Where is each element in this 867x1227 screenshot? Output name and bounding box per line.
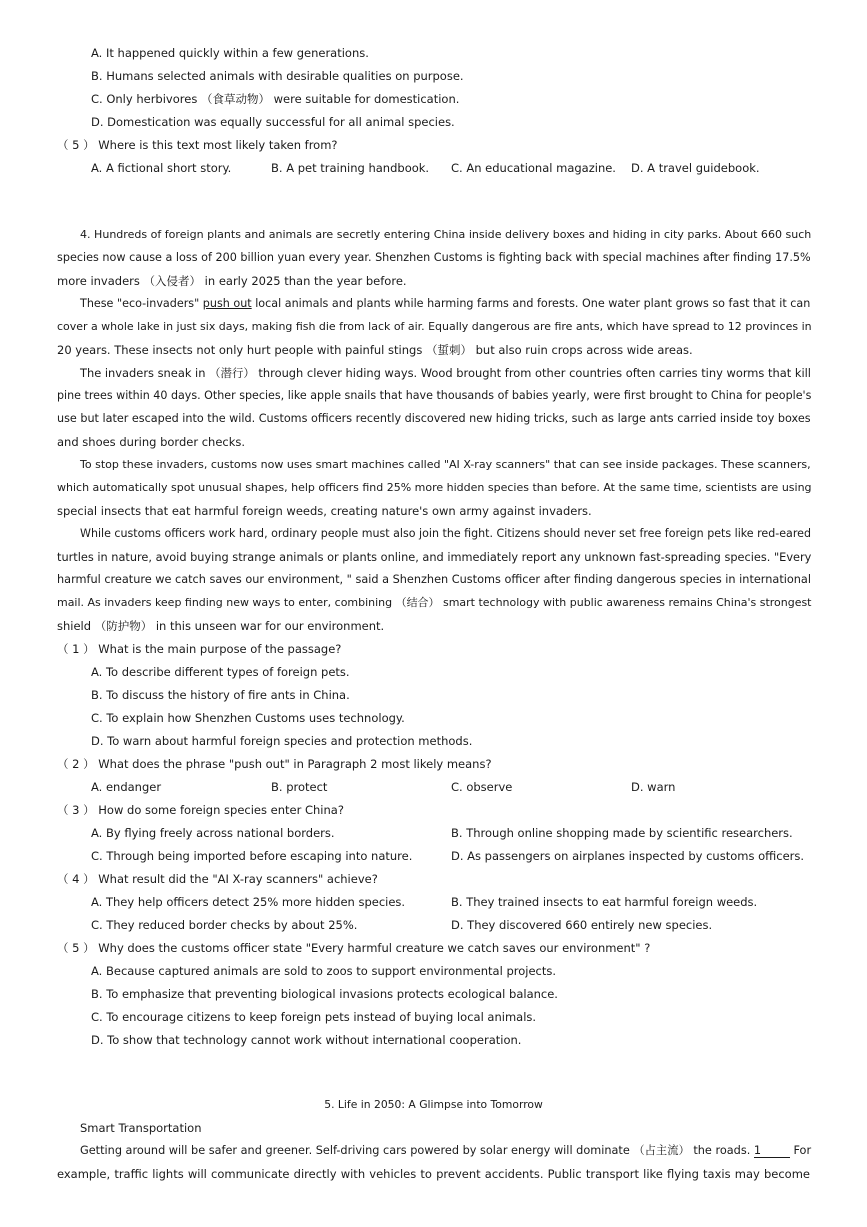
passage-line: special insects that eat harmful foreign weeds, creating nature's own army against invaders.: [57, 504, 592, 518]
question-stem: （ 4 ） What result did the "AI X-ray scanners" achieve?: [57, 872, 378, 886]
option-line: D. warn: [631, 780, 676, 794]
option-line: C. They reduced border checks by about 25%.: [91, 918, 358, 932]
question-stem: （ 2 ） What does the phrase "push out" in Paragraph 2 most likely means?: [57, 757, 492, 771]
answer-blank[interactable]: 1: [754, 1144, 790, 1158]
text-run: Getting around will be safer and greener. Self-driving cars powered by solar energy will dominate （占主流） the roads.: [80, 1144, 751, 1157]
question-stem: （ 5 ） Why does the customs officer state "Every harmful creature we catch saves our environment" ?: [57, 941, 651, 955]
option-line: C. Only herbivores （食草动物） were suitable for domestication.: [91, 92, 460, 106]
option-line: C. To explain how Shenzhen Customs uses technology.: [91, 711, 405, 725]
passage-line: shield （防护物） in this unseen war for our environment.: [57, 619, 385, 633]
passage-line: [80, 296, 810, 312]
passage-line: more invaders （入侵者） in early 2025 than the year before.: [57, 274, 407, 288]
option-line: A. They help officers detect 25% more hidden species.: [91, 895, 406, 909]
text-run: For: [793, 1144, 812, 1157]
passage-line: and shoes during border checks.: [57, 435, 246, 449]
passage-line: use but later escaped into the wild. Customs officers recently discovered new hiding tricks, such as large ants carried inside toy boxes: [57, 412, 811, 425]
option-line: B. To emphasize that preventing biological invasions protects ecological balance.: [91, 987, 558, 1001]
option-line: A. By flying freely across national borders.: [91, 826, 335, 840]
option-line: B. protect: [271, 780, 328, 794]
option-line: A. endanger: [91, 780, 162, 794]
passage-line: turtles in nature, avoid buying strange animals or plants online, and immediately report any unknown fast-spreading species. "Every: [57, 550, 812, 564]
option-line: D. They discovered 660 entirely new species.: [451, 918, 713, 932]
option-line: D. To warn about harmful foreign species and protection methods.: [91, 734, 473, 748]
option-line: B. They trained insects to eat harmful foreign weeds.: [451, 895, 758, 909]
option-line: A. It happened quickly within a few generations.: [91, 46, 369, 60]
option-line: B. To discuss the history of fire ants in China.: [91, 688, 350, 702]
passage-title: 5. Life in 2050: A Glimpse into Tomorrow: [324, 1098, 543, 1111]
passage-line: species now cause a loss of 200 billion yuan every year. Shenzhen Customs is fighting back with special machines after finding 17.5%: [57, 251, 811, 264]
option-line: C. To encourage citizens to keep foreign pets instead of buying local animals.: [91, 1010, 537, 1024]
passage-line: The invaders sneak in （潜行） through clever hiding ways. Wood brought from other countries often carries tiny worms that kill: [80, 366, 811, 380]
option-line: C. Through being imported before escaping into nature.: [91, 849, 413, 863]
passage-line: While customs officers work hard, ordinary people must also join the fight. Citizens should never set free foreign pets like red-eared: [80, 527, 811, 540]
option-line: B. Humans selected animals with desirable qualities on purpose.: [91, 69, 464, 83]
passage-line: harmful creature we catch saves our environment, " said a Shenzhen Customs officer after finding dangerous species in international: [57, 573, 811, 586]
option-line: A. To describe different types of foreign pets.: [91, 665, 350, 679]
text-run: These "eco-invaders": [80, 297, 203, 310]
question-stem: （ 3 ） How do some foreign species enter China?: [57, 803, 344, 817]
passage-line: example, traffic lights will communicate directly with vehicles to prevent accidents. Public transport like flying taxis may become: [57, 1167, 810, 1181]
option-line: D. To show that technology cannot work without international cooperation.: [91, 1033, 522, 1047]
passage-line: [80, 1143, 810, 1159]
passage-line: To stop these invaders, customs now uses smart machines called "AI X-ray scanners" that can see inside packages. These scanners,: [80, 458, 811, 471]
option-line: D. As passengers on airplanes inspected by customs officers.: [451, 849, 805, 863]
passage-line: mail. As invaders keep finding new ways to enter, combining （结合） smart technology with public awareness remains China's strongest: [57, 596, 812, 609]
option-line: C. An educational magazine.: [451, 161, 616, 175]
section-subheading: Smart Transportation: [80, 1121, 202, 1135]
question-stem: （ 1 ） What is the main purpose of the passage?: [57, 642, 342, 656]
passage-line: 4. Hundreds of foreign plants and animals are secretly entering China inside delivery boxes and hiding in city parks. About 660 such: [80, 228, 812, 241]
text-run: local animals and plants while harming farms and forests. One water plant grows so fast that it can: [251, 297, 811, 310]
option-line: A. Because captured animals are sold to zoos to support environmental projects.: [91, 964, 557, 978]
passage-line: 20 years. These insects not only hurt people with painful stings （蜇刺） but also ruin crops across wide areas.: [57, 343, 693, 357]
underlined-phrase: push out: [202, 297, 252, 310]
passage-line: pine trees within 40 days. Other species, like apple snails that have thousands of babies yearly, were first brought to China for people's: [57, 389, 812, 402]
passage-line: cover a whole lake in just six days, making fish die from lack of air. Equally dangerous are fire ants, which have spread to 12 provinces in: [57, 320, 812, 333]
option-line: C. observe: [451, 780, 513, 794]
option-line: B. A pet training handbook.: [271, 161, 430, 175]
option-line: D. A travel guidebook.: [631, 161, 760, 175]
option-line: B. Through online shopping made by scientific researchers.: [451, 826, 793, 840]
option-line: D. Domestication was equally successful for all animal species.: [91, 115, 455, 129]
passage-line: which automatically spot unusual shapes, help officers find 25% more hidden species than before. At the same time, scientists are using: [57, 481, 812, 494]
option-line: A. A fictional short story.: [91, 161, 232, 175]
question-stem: （ 5 ） Where is this text most likely taken from?: [57, 138, 338, 152]
